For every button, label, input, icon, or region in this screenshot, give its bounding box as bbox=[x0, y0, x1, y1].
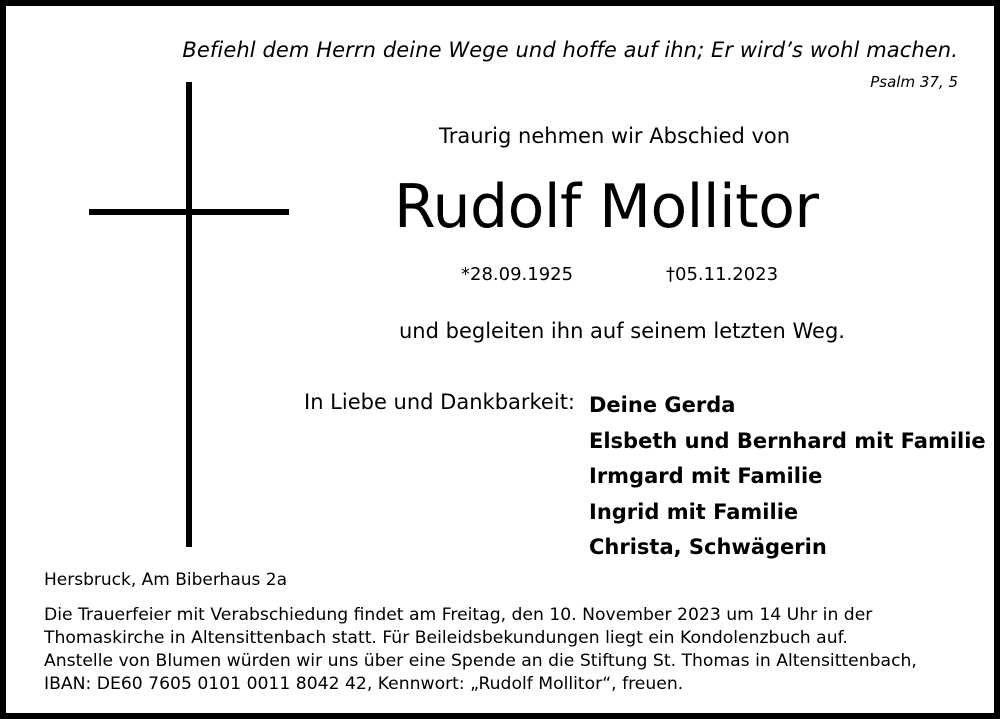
death-date: †05.11.2023 bbox=[666, 264, 779, 285]
cross-vertical-bar bbox=[186, 82, 192, 547]
mourner-item: Deine Gerda bbox=[589, 393, 736, 417]
notice-line: Anstelle von Blumen würden wir uns über eine Spende an die Stiftung St. Thomas in Altensittenbach, bbox=[44, 651, 917, 671]
mourner-item: Ingrid mit Familie bbox=[589, 499, 799, 524]
deceased-name: Rudolf Mollitor bbox=[394, 172, 819, 242]
birth-date: *28.09.1925 bbox=[461, 264, 574, 285]
mourners-list bbox=[589, 388, 986, 566]
funeral-notice bbox=[44, 604, 917, 696]
intro-text: Traurig nehmen wir Abschied von bbox=[439, 124, 791, 148]
address: Hersbruck, Am Biberhaus 2a bbox=[44, 570, 288, 590]
mourner-item: Irmgard mit Familie bbox=[589, 464, 823, 488]
notice-line: IBAN: DE60 7605 0101 0011 8042 42, Kennwort: „Rudolf Mollitor“, freuen. bbox=[44, 674, 684, 694]
bible-verse: Befiehl dem Herrn deine Wege und hoffe auf ihn; Er wird’s wohl machen. bbox=[182, 38, 958, 62]
mourner-item: Christa, Schwägerin bbox=[589, 535, 827, 559]
love-label: In Liebe und Dankbarkeit: bbox=[304, 390, 576, 414]
accompany-text: und begleiten ihn auf seinem letzten Weg. bbox=[399, 319, 845, 343]
verse-reference: Psalm 37, 5 bbox=[870, 73, 958, 91]
notice-line: Thomaskirche in Altensittenbach statt. Für Beileidsbekundungen liegt ein Kondolenzbuch auf. bbox=[44, 628, 848, 648]
cross-horizontal-bar bbox=[89, 209, 289, 215]
mourner-item: Elsbeth und Bernhard mit Familie bbox=[589, 428, 986, 453]
notice-line: Die Trauerfeier mit Verabschiedung findet am Freitag, den 10. November 2023 um 14 Uhr in der bbox=[44, 605, 873, 625]
